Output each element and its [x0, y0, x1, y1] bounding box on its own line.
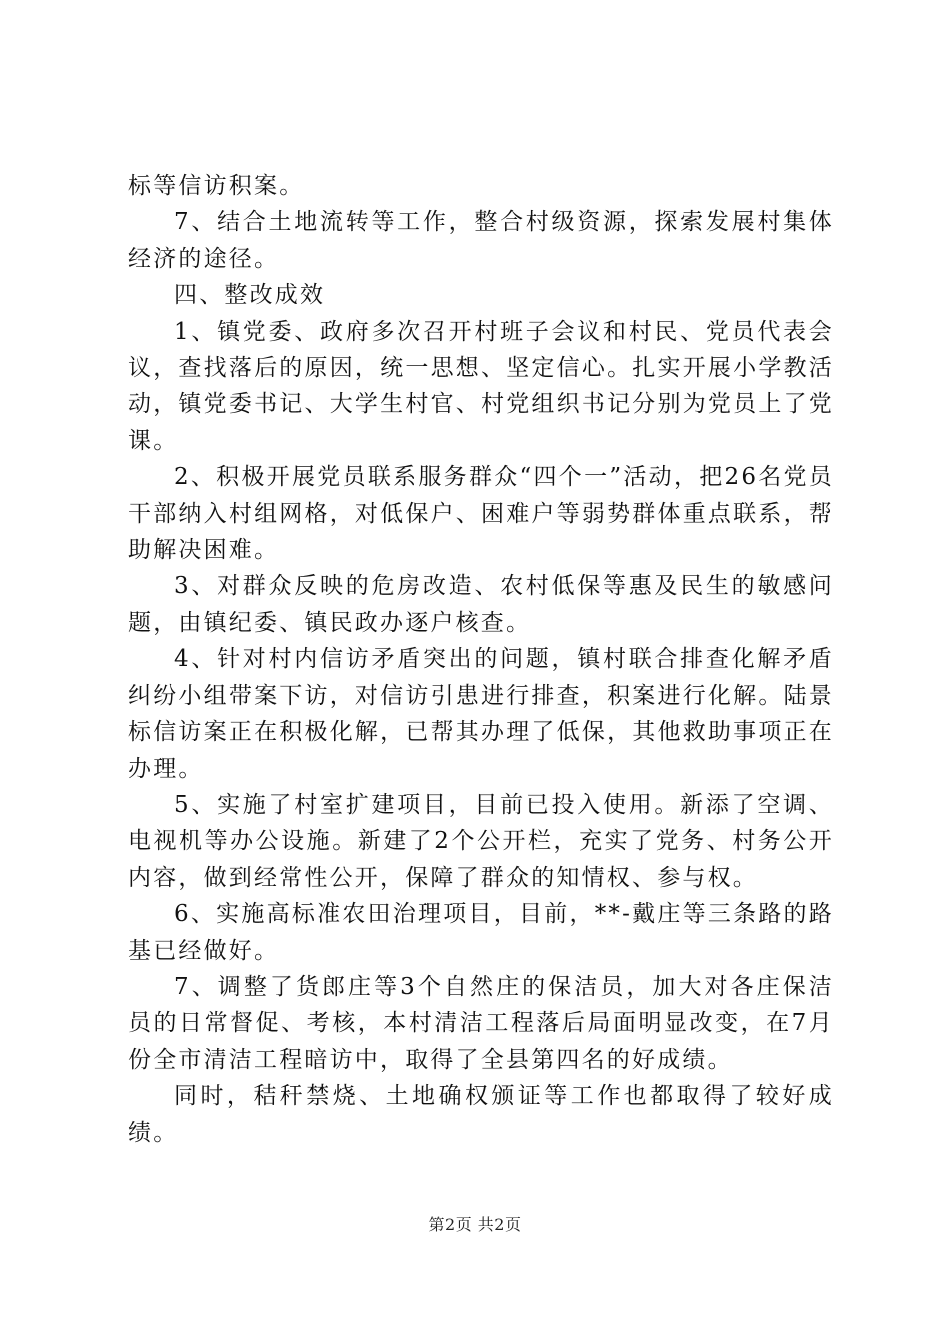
paragraph-result-4: 4、针对村内信访矛盾突出的问题，镇村联合排查化解矛盾纠纷小组带案下访，对信访引患进行排查，积案进行化解。陆景标信访案正在积极化解，已帮其办理了低保，其他救助事项正在办理。 — [128, 646, 834, 782]
section-heading-results: 四、整改成效 — [174, 282, 326, 309]
document-body — [128, 168, 834, 1151]
paragraph-continuation: 标等信访积案。 — [128, 173, 305, 199]
page-number-footer: 第2页 共2页 — [428, 1215, 522, 1234]
paragraph-result-2: 2、积极开展党员联系服务群众“四个一”活动，把26名党员干部纳入村组网格，对低保户、困难户等弱势群体重点联系，帮助解决困难。 — [128, 464, 834, 564]
paragraph-conclusion: 同时，秸秆禁烧、土地确权颁证等工作也都取得了较好成绩。 — [128, 1083, 834, 1146]
paragraph-result-1: 1、镇党委、政府多次召开村班子会议和村民、党员代表会议，查找落后的原因，统一思想、坚定信心。扎实开展小学教活动，镇党委书记、大学生村官、村党组织书记分别为党员上了党课。 — [128, 318, 834, 454]
paragraph-result-6: 6、实施高标准农田治理项目，目前，**-戴庄等三条路的路基已经做好。 — [128, 901, 834, 964]
paragraph-result-3: 3、对群众反映的危房改造、农村低保等惠及民生的敏感问题，由镇纪委、镇民政办逐户核查。 — [128, 573, 834, 636]
paragraph-result-5: 5、实施了村室扩建项目，目前已投入使用。新添了空调、电视机等办公设施。新建了2个公开栏，充实了党务、村务公开内容，做到经常性公开，保障了群众的知情权、参与权。 — [128, 791, 834, 891]
paragraph-result-7: 7、调整了货郎庄等3个自然庄的保洁员，加大对各庄保洁员的日常督促、考核，本村清洁工程落后局面明显改变，在7月份全市清洁工程暗访中，取得了全县第四名的好成绩。 — [128, 973, 834, 1073]
paragraph-item-7-plan: 7、结合土地流转等工作，整合村级资源，探索发展村集体经济的途径。 — [128, 209, 834, 272]
